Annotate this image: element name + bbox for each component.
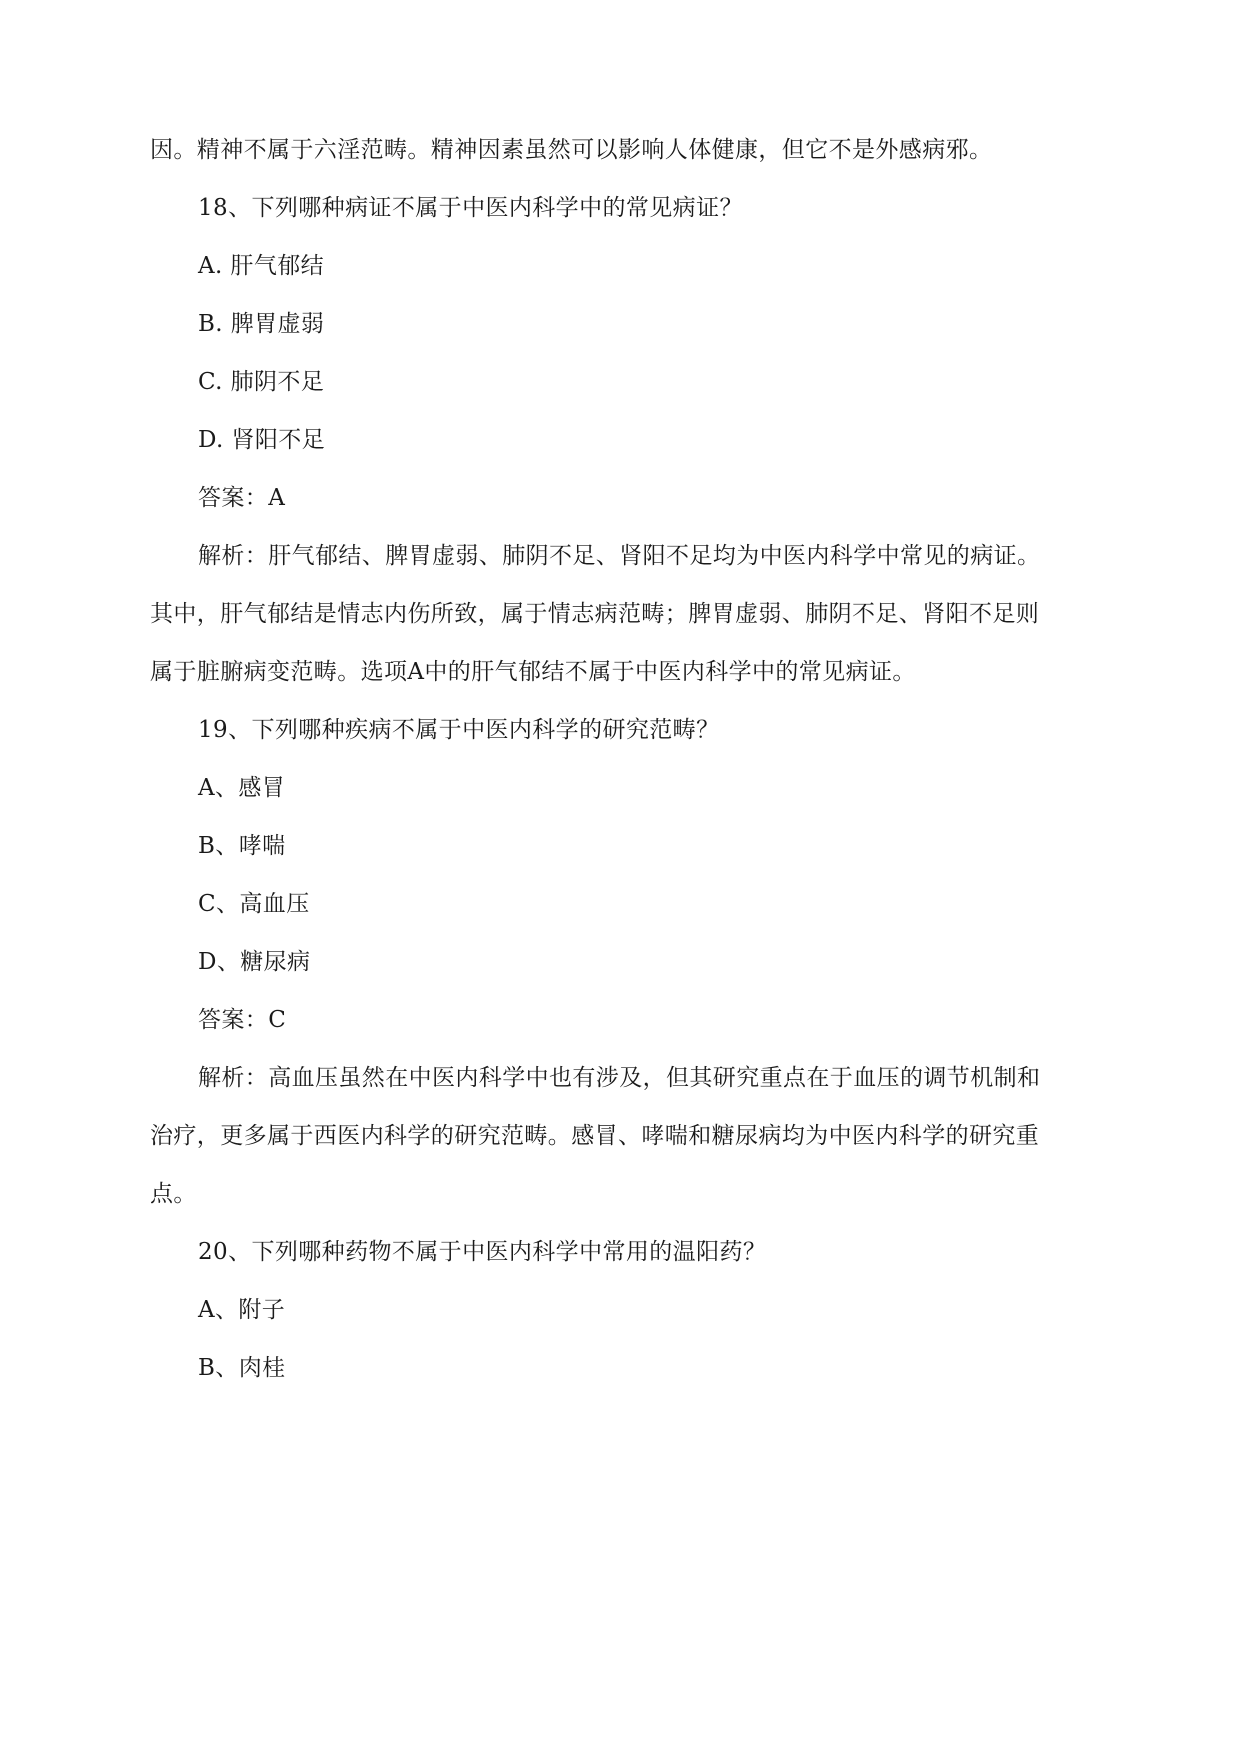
q19-option-b: B、哮喘 — [198, 833, 286, 859]
question-19: 19、下列哪种疾病不属于中医内科学的研究范畴？ — [198, 717, 720, 743]
q18-explanation-line-1: 解析：肝气郁结、脾胃虚弱、肺阴不足、肾阳不足均为中医内科学中常见的病证。 — [198, 543, 1041, 569]
q19-explanation-line-3: 点。 — [150, 1181, 197, 1207]
q19-explanation-line-1: 解析：高血压虽然在中医内科学中也有涉及，但其研究重点在于血压的调节机制和 — [198, 1065, 1041, 1091]
q18-option-b: B. 脾胃虚弱 — [198, 311, 325, 337]
text-line-q17-explanation-end: 因。精神不属于六淫范畴。精神因素虽然可以影响人体健康，但它不是外感病邪。 — [150, 137, 993, 163]
q20-option-b: B、肉桂 — [198, 1355, 286, 1381]
q18-option-c: C. 肺阴不足 — [198, 369, 325, 395]
q20-option-a: A、附子 — [198, 1297, 286, 1323]
question-20: 20、下列哪种药物不属于中医内科学中常用的温阳药？ — [198, 1239, 767, 1265]
question-18: 18、下列哪种病证不属于中医内科学中的常见病证？ — [198, 195, 743, 221]
q18-explanation-line-3: 属于脏腑病变范畴。选项A中的肝气郁结不属于中医内科学中的常见病证。 — [150, 659, 916, 685]
q19-option-a: A、感冒 — [198, 775, 286, 801]
q19-option-d: D、糖尿病 — [198, 949, 311, 975]
q18-explanation-line-2: 其中，肝气郁结是情志内伤所致，属于情志病范畴；脾胃虚弱、肺阴不足、肾阳不足则 — [150, 601, 1040, 627]
q19-option-c: C、高血压 — [198, 891, 310, 917]
q19-explanation-line-2: 治疗，更多属于西医内科学的研究范畴。感冒、哮喘和糖尿病均为中医内科学的研究重 — [150, 1123, 1040, 1149]
q18-option-d: D. 肾阳不足 — [198, 427, 326, 453]
q18-option-a: A. 肝气郁结 — [198, 253, 325, 279]
q19-answer: 答案：C — [198, 1007, 287, 1033]
q18-answer: 答案：A — [198, 485, 286, 511]
